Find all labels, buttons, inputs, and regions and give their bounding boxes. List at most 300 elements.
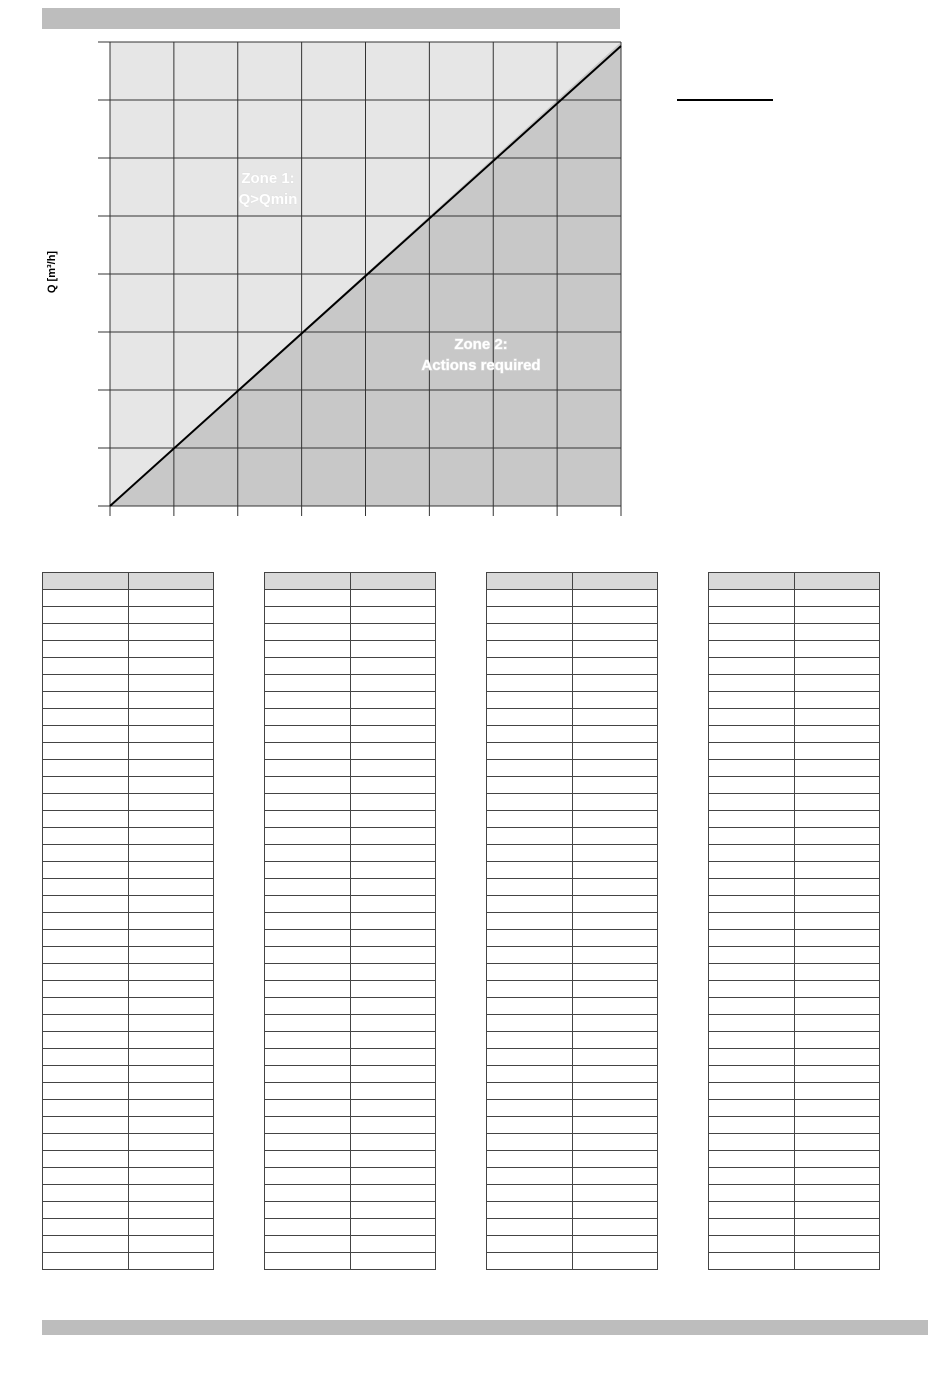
table-cell [487,1049,573,1066]
table-row [709,964,880,981]
table-cell [572,641,658,658]
table-cell [709,1134,795,1151]
table-cell [350,777,436,794]
table-row [43,862,214,879]
table-cell [572,760,658,777]
table-row [43,1117,214,1134]
table-cell [128,947,214,964]
table-cell [709,760,795,777]
table-cell [265,1049,351,1066]
table-cell [572,998,658,1015]
table-row [709,590,880,607]
table-header-cell [794,573,880,590]
table-row [265,845,436,862]
table-row [709,777,880,794]
table-row [265,1185,436,1202]
zone-1-label-line: Q>Qmin [238,191,298,208]
table-cell [487,1151,573,1168]
table-cell [350,692,436,709]
table-cell [709,1151,795,1168]
table-cell [350,1202,436,1219]
table-cell [265,624,351,641]
table-cell [128,998,214,1015]
table-row [709,709,880,726]
table-cell [43,913,129,930]
table-row [487,896,658,913]
table-row [709,607,880,624]
table-row [43,607,214,624]
table-cell [572,709,658,726]
table-cell [794,590,880,607]
table-cell [265,794,351,811]
table-cell [43,947,129,964]
table-cell [265,896,351,913]
table-cell [350,845,436,862]
table-row [43,1253,214,1270]
table-row [487,743,658,760]
table-cell [794,862,880,879]
table-row [265,760,436,777]
table-cell [128,726,214,743]
table-cell [794,947,880,964]
table-cell [794,1202,880,1219]
table-cell [794,1236,880,1253]
table-cell [794,641,880,658]
table-header-row [43,573,214,590]
footer-bar [42,1320,928,1335]
table-cell [487,1202,573,1219]
table-cell [709,641,795,658]
table-cell [794,692,880,709]
table-cell [709,1219,795,1236]
table-cell [709,1049,795,1066]
table-cell [43,862,129,879]
table-cell [350,760,436,777]
table-row [709,675,880,692]
table-cell [128,1117,214,1134]
table-row [43,1168,214,1185]
table-cell [128,624,214,641]
table-row [487,692,658,709]
table-cell [128,1066,214,1083]
table-cell [487,1032,573,1049]
table-row [43,1134,214,1151]
table-row [709,726,880,743]
table-cell [794,828,880,845]
table-cell [43,726,129,743]
table-cell [487,845,573,862]
table-row [265,896,436,913]
table-cell [572,777,658,794]
table-cell [43,1202,129,1219]
log-table-1 [42,572,214,1270]
table-cell [572,879,658,896]
table-cell [487,1117,573,1134]
table-cell [794,743,880,760]
table-header-cell [128,573,214,590]
table-row [487,879,658,896]
table-row [43,981,214,998]
table-cell [128,709,214,726]
table-row [487,1185,658,1202]
table-cell [128,1083,214,1100]
table-cell [487,998,573,1015]
table-cell [487,879,573,896]
table-cell [43,1032,129,1049]
table-cell [487,811,573,828]
table-cell [128,760,214,777]
table-cell [43,1066,129,1083]
table-row [43,998,214,1015]
zone-2-label-line: Actions required [421,357,541,374]
table-cell [128,1253,214,1270]
table-cell [487,930,573,947]
table-cell [709,675,795,692]
table-cell [265,760,351,777]
table-cell [709,709,795,726]
table-cell [128,1100,214,1117]
table-header-cell [350,573,436,590]
log-table-4 [708,572,880,1270]
table-cell [128,1151,214,1168]
table-cell [128,1185,214,1202]
table-cell [794,1100,880,1117]
table-cell [43,1236,129,1253]
table-row [43,777,214,794]
table-row [265,1236,436,1253]
table-header-row [709,573,880,590]
table-cell [43,777,129,794]
table-row [709,1117,880,1134]
table-cell [350,1134,436,1151]
table-row [709,1049,880,1066]
table-cell [709,726,795,743]
table-cell [794,964,880,981]
table-cell [128,590,214,607]
table-cell [794,930,880,947]
table-cell [709,1236,795,1253]
table-row [265,1168,436,1185]
table-row [43,1049,214,1066]
table-cell [487,947,573,964]
table-header-cell [487,573,573,590]
table-cell [709,743,795,760]
table-row [487,1117,658,1134]
table-row [43,726,214,743]
table-row [709,896,880,913]
table-cell [572,726,658,743]
table-cell [265,828,351,845]
table-cell [709,777,795,794]
table-cell [709,1185,795,1202]
table-cell [794,1049,880,1066]
table-row [709,624,880,641]
table-row [265,913,436,930]
table-cell [709,998,795,1015]
table-cell [572,1015,658,1032]
table-cell [43,1168,129,1185]
table-cell [265,913,351,930]
table-cell [43,1049,129,1066]
table-cell [265,1032,351,1049]
table-row [709,760,880,777]
table-cell [487,709,573,726]
table-header-cell [709,573,795,590]
table-row [487,641,658,658]
table-cell [128,1049,214,1066]
table-cell [572,913,658,930]
table-row [487,1168,658,1185]
table-row [265,777,436,794]
table-cell [128,658,214,675]
table-cell [265,1219,351,1236]
table-cell [350,964,436,981]
table-cell [43,794,129,811]
table-cell [128,607,214,624]
table-row [43,828,214,845]
table-cell [350,913,436,930]
table-row [709,743,880,760]
table-cell [265,930,351,947]
table-cell [709,862,795,879]
table-cell [265,1083,351,1100]
table-row [709,930,880,947]
table-row [487,1236,658,1253]
table-row [487,1100,658,1117]
table-row [709,828,880,845]
table-cell [350,1151,436,1168]
table-cell [43,675,129,692]
table-cell [794,1066,880,1083]
table-cell [487,1015,573,1032]
table-cell [350,1236,436,1253]
table-cell [794,879,880,896]
table-cell [128,743,214,760]
table-row [487,1015,658,1032]
table-cell [572,1032,658,1049]
table-row [43,590,214,607]
table-cell [794,811,880,828]
table-row [265,709,436,726]
table-row [487,1151,658,1168]
table-row [709,1134,880,1151]
table-row [487,1083,658,1100]
table-row [709,845,880,862]
table-row [265,1066,436,1083]
table-row [487,1049,658,1066]
table-row [709,879,880,896]
table-row [487,811,658,828]
table-cell [350,658,436,675]
table-row [43,879,214,896]
table-cell [43,709,129,726]
table-row [43,964,214,981]
table-cell [265,1066,351,1083]
table-cell [487,743,573,760]
table-row [709,692,880,709]
table-cell [128,692,214,709]
table-cell [487,777,573,794]
zone-1-label-line: Zone 1: [241,170,295,187]
table-row [265,590,436,607]
table-cell [350,947,436,964]
table-cell [128,964,214,981]
table-row [43,845,214,862]
table-cell [350,930,436,947]
table-cell [128,930,214,947]
table-row [43,1236,214,1253]
table-row [709,658,880,675]
table-cell [794,1083,880,1100]
table-cell [350,862,436,879]
table-cell [709,913,795,930]
table-cell [265,658,351,675]
table-cell [572,1134,658,1151]
table-cell [265,1253,351,1270]
table-cell [572,1253,658,1270]
table-row [265,1202,436,1219]
table-cell [487,726,573,743]
table-cell [572,692,658,709]
table-cell [572,930,658,947]
table-row [487,1253,658,1270]
table-cell [709,1253,795,1270]
table-cell [572,1151,658,1168]
table-row [709,862,880,879]
table-row [487,828,658,845]
table-cell [572,947,658,964]
table-cell [265,692,351,709]
table-cell [128,1134,214,1151]
table-cell [43,1185,129,1202]
table-cell [572,981,658,998]
table-cell [709,692,795,709]
table-cell [265,1185,351,1202]
table-cell [350,981,436,998]
table-row [265,828,436,845]
table-row [43,1015,214,1032]
table-cell [265,879,351,896]
table-cell [572,1049,658,1066]
table-cell [43,590,129,607]
table-cell [265,675,351,692]
table-row [487,1134,658,1151]
table-cell [794,794,880,811]
table-row [265,811,436,828]
table-cell [265,641,351,658]
table-row [487,862,658,879]
table-cell [43,981,129,998]
table-row [709,1219,880,1236]
table-cell [709,658,795,675]
table-cell [265,862,351,879]
table-header-row [265,573,436,590]
table-cell [350,624,436,641]
table-cell [794,675,880,692]
table-cell [265,1168,351,1185]
table-row [709,913,880,930]
table-cell [709,1066,795,1083]
table-cell [265,964,351,981]
table-cell [128,1219,214,1236]
table-row [487,845,658,862]
flow-chart [0,0,950,540]
table-cell [350,743,436,760]
table-cell [43,743,129,760]
table-cell [794,777,880,794]
table-row [709,981,880,998]
table-cell [572,658,658,675]
table-cell [794,1185,880,1202]
table-cell [350,641,436,658]
table-cell [128,794,214,811]
table-row [709,641,880,658]
table-cell [572,1185,658,1202]
table-cell [350,879,436,896]
table-cell [572,590,658,607]
table-row [487,913,658,930]
table-cell [265,947,351,964]
table-cell [572,964,658,981]
table-cell [350,828,436,845]
table-row [265,607,436,624]
table-row [265,1151,436,1168]
table-cell [794,760,880,777]
table-row [43,930,214,947]
table-cell [794,1117,880,1134]
table-cell [128,896,214,913]
table-cell [709,981,795,998]
table-row [709,947,880,964]
table-row [709,1168,880,1185]
table-row [43,641,214,658]
table-cell [487,964,573,981]
table-cell [43,641,129,658]
table-cell [265,1117,351,1134]
table-cell [43,624,129,641]
table-row [265,1032,436,1049]
table-row [265,641,436,658]
log-table-2 [264,572,436,1270]
table-cell [128,777,214,794]
table-cell [709,879,795,896]
table-row [487,794,658,811]
table-cell [794,709,880,726]
table-cell [487,794,573,811]
table-row [487,624,658,641]
table-cell [487,896,573,913]
log-table-3 [486,572,658,1270]
table-cell [265,777,351,794]
table-cell [128,641,214,658]
table-cell [487,981,573,998]
table-row [43,1066,214,1083]
table-header-cell [572,573,658,590]
table-cell [572,743,658,760]
table-cell [487,590,573,607]
table-cell [487,692,573,709]
table-row [43,658,214,675]
table-row [43,692,214,709]
table-cell [572,862,658,879]
table-cell [572,624,658,641]
table-cell [487,1134,573,1151]
table-cell [487,624,573,641]
table-header-row [487,573,658,590]
table-row [265,981,436,998]
table-row [265,879,436,896]
table-cell [43,1015,129,1032]
